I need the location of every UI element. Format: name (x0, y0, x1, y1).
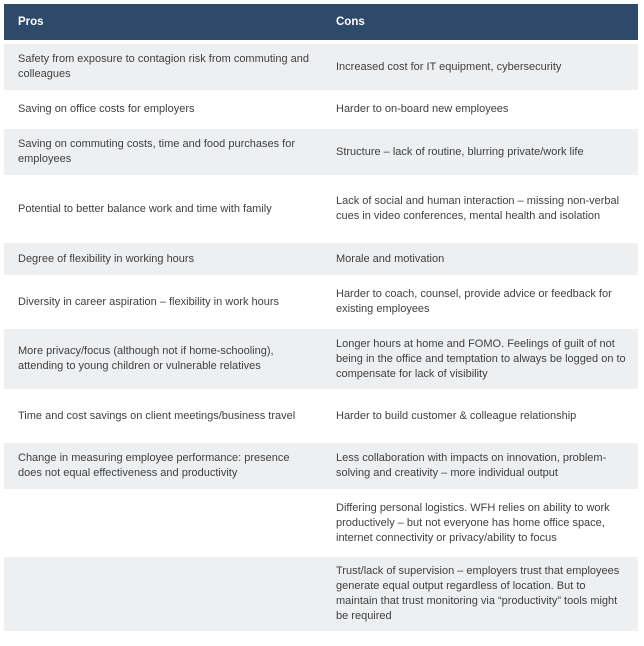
pro-cell: Saving on commuting costs, time and food purchases for employees (18, 138, 295, 165)
con-cell: Trust/lack of supervision – employers trust that employees generate equal output regardless of location. But to maintain that trust monitoring via “productivity” tools might be required (336, 565, 620, 622)
pro-cell: Diversity in career aspiration – flexibility in work hours (18, 295, 280, 308)
pro-cell: Degree of flexibility in working hours (18, 252, 195, 265)
table-row (4, 489, 638, 553)
pro-cell: Change in measuring employee performance: presence does not equal effectiveness and productivity (18, 452, 290, 479)
con-cell: Harder to on-board new employees (336, 103, 509, 115)
con-cell: Harder to coach, counsel, provide advice or feedback for existing employees (336, 288, 612, 315)
con-cell: Differing personal logistics. WFH relies on ability to work productively – but not everyone has home office space, internet connectivity or privacy/ability to focus (336, 501, 610, 544)
con-cell: Increased cost for IT equipment, cybersecurity (336, 60, 562, 73)
con-cell: Longer hours at home and FOMO. Feelings of guilt of not being in the office and temptation to always be logged on to compensate for lack of visibility (336, 337, 626, 380)
pros-cons-table (4, 4, 638, 631)
pro-cell: Time and cost savings on client meetings/business travel (18, 409, 296, 422)
table-row (4, 389, 638, 439)
table-header (4, 4, 638, 40)
table-row (4, 325, 638, 389)
pros-header: Pros (18, 16, 44, 28)
table-row (4, 439, 638, 489)
table-row (4, 125, 638, 175)
table-row (4, 553, 638, 631)
con-cell: Lack of social and human interaction – missing non-verbal cues in video conferences, mental health and isolation (336, 195, 620, 222)
con-cell: Morale and motivation (336, 252, 445, 265)
cons-header: Cons (336, 16, 365, 28)
con-cell: Structure – lack of routine, blurring private/work life (336, 145, 584, 158)
pro-cell: Saving on office costs for employers (18, 103, 195, 115)
table-row (4, 275, 638, 325)
con-cell: Less collaboration with impacts on innovation, problem-solving and creativity – more individual output (336, 452, 607, 479)
pro-cell: Potential to better balance work and time with family (18, 202, 272, 215)
pro-cell: Safety from exposure to contagion risk from commuting and colleagues (18, 53, 310, 80)
con-cell: Harder to build customer & colleague relationship (336, 409, 577, 422)
table-row (4, 239, 638, 275)
table-row (4, 90, 638, 125)
table-row (4, 40, 638, 90)
pro-cell: More privacy/focus (although not if home-schooling), attending to young children or vulnerable relatives (18, 345, 274, 372)
table-row (4, 175, 638, 239)
